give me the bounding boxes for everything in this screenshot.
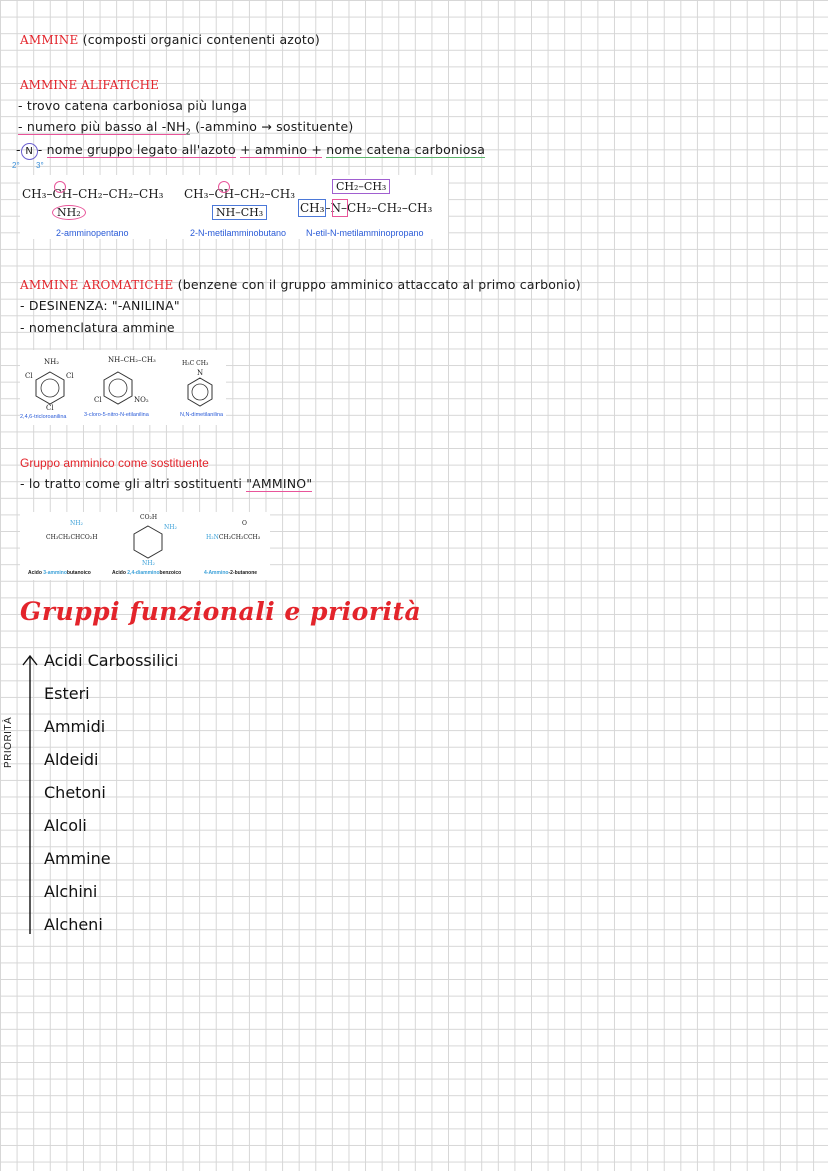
- rule-3-part-c: nome catena carboniosa: [326, 142, 486, 157]
- aromatic-structures-image: [20, 350, 226, 425]
- s4b-caption-a: Acido: [112, 570, 126, 576]
- gruppo-amminico-rule: [20, 476, 312, 491]
- s1-caption: 2,4,6-tricloroanilina: [20, 414, 67, 420]
- sostituente-structures-image: [20, 512, 270, 580]
- s1-right: Cl: [66, 372, 74, 380]
- s1-bottom: Cl: [46, 404, 54, 412]
- structure-n-etil-n-metilamminopropano: [298, 177, 448, 237]
- rule-2-note: (-ammino → sostituente): [195, 119, 354, 134]
- priority-item: Alcoli: [44, 816, 87, 835]
- s4b-caption-c: benzoico: [159, 570, 182, 576]
- rule-1: - trovo catena carboniosa più lunga: [18, 98, 248, 113]
- substituent: NH–CH₃: [212, 205, 267, 220]
- structure-2-n-metilamminobutano: [184, 177, 304, 237]
- s4a-caption-b: 3-ammino: [43, 570, 67, 576]
- formula: CH₃–CH–CH₂–CH₃: [184, 187, 296, 201]
- methyl-box-icon: [298, 199, 326, 217]
- ammine-alifatiche-heading: AMMINE ALIFATICHE: [20, 78, 159, 92]
- caption: 2-N-metilamminobutano: [190, 228, 287, 238]
- s4c-caption-c: -2-butanone: [228, 570, 258, 576]
- aromatic-rule-1: - DESINENZA: "-ANILINA": [20, 298, 180, 313]
- s2-right: NO₂: [134, 396, 149, 404]
- s4c-caption-b: 4-Ammino: [204, 570, 229, 576]
- s4c-formula-b: CH₂CH₂CCH₃: [218, 534, 261, 541]
- rule-3-part-a: nome gruppo legato all'azoto: [46, 142, 236, 157]
- s2-left: Cl: [94, 396, 102, 404]
- carbon-circle-icon: [54, 181, 66, 193]
- s4b-caption: [112, 570, 181, 576]
- ammine-aromatiche-heading: AMMINE AROMATICHE: [20, 278, 174, 292]
- mark-secondary: 2°: [12, 161, 20, 170]
- rule-2: [18, 119, 354, 137]
- s4c-caption: [204, 570, 257, 576]
- priority-item: Ammidi: [44, 717, 106, 736]
- caption: 2-amminopentano: [56, 228, 129, 238]
- priority-item: Ammine: [44, 849, 111, 868]
- s3-center: N: [197, 369, 204, 377]
- s4b-top: CO₂H: [140, 514, 158, 521]
- s1-top: NH₂: [44, 358, 60, 366]
- substituent: NH₂: [52, 205, 86, 220]
- substituent: CH₂–CH₃: [332, 179, 390, 194]
- s4a-formula: CH₃CH₂CHCO₂H: [46, 534, 98, 541]
- gruppi-funzionali-title: Gruppi funzionali e priorità: [20, 597, 422, 626]
- ammine-aromatiche-note: (benzene con il gruppo amminico attaccato al primo carbonio): [177, 277, 581, 292]
- nitrogen-box-icon: [332, 199, 348, 217]
- ammine-aromatiche-line: [20, 277, 581, 292]
- ammine-title-note: (composti organici contenenti azoto): [82, 32, 320, 47]
- s4a-caption-c: butanoico: [66, 570, 91, 576]
- priority-item: Alchini: [44, 882, 98, 901]
- gruppo-amminico-heading: Gruppo amminico come sostituente: [20, 456, 209, 470]
- s4a-caption-a: Acido: [28, 570, 42, 576]
- s2-caption: 3-cloro-5-nitro-N-etilanilina: [84, 412, 149, 418]
- ammine-title: AMMINE: [20, 33, 79, 47]
- s4c-formula-a: H₂N: [206, 534, 219, 541]
- s2-top: NH–CH₂–CH₃: [108, 356, 156, 364]
- gruppo-rule-text: - lo tratto come gli altri sostituenti: [20, 476, 242, 491]
- formula: CH₃–N–CH₂–CH₂–CH₃: [300, 201, 433, 215]
- aromatic-rule-2: - nomenclatura ammine: [20, 320, 175, 335]
- aliphatic-structures-image: [20, 175, 448, 239]
- priority-axis-label: PRIORITÀ: [3, 716, 14, 768]
- rule-3-dash: -: [37, 142, 43, 157]
- mark-tertiary: 3°: [36, 161, 44, 170]
- rule-2-sub: 2: [185, 127, 191, 137]
- gruppo-rule-quote: "AMMINO": [246, 476, 313, 491]
- rule-2-text: - numero più basso al -NH: [18, 119, 186, 134]
- s4c-top: O: [242, 520, 247, 527]
- s4a-top: NH₂: [70, 520, 83, 527]
- ammine-title-line: [20, 32, 320, 47]
- priority-item: Esteri: [44, 684, 90, 703]
- s4c-formula: [206, 534, 260, 541]
- carbon-circle-icon: [218, 181, 230, 193]
- s4b-side: NH₂: [164, 524, 177, 531]
- s1-left: Cl: [25, 372, 33, 380]
- priority-item: Alcheni: [44, 915, 103, 934]
- s3-caption: N,N-dimetilanilina: [180, 412, 224, 418]
- benzoic-ring-icon: [128, 522, 168, 562]
- rule-3: [16, 142, 485, 160]
- caption: N-etil-N-metilamminopropano: [306, 228, 424, 238]
- priority-arrow-icon: [20, 652, 40, 936]
- s4a-caption: [28, 570, 91, 576]
- priority-item: Acidi Carbossilici: [44, 651, 179, 670]
- n-circle-icon: N: [21, 143, 38, 160]
- s4b-bottom: NH₂: [142, 560, 155, 567]
- formula: CH₃–CH–CH₂–CH₂–CH₃: [22, 187, 164, 201]
- rule-3-part-b: + ammino +: [240, 142, 323, 157]
- priority-item: Chetoni: [44, 783, 106, 802]
- s3-top: H₃C CH₃: [182, 360, 209, 367]
- priority-item: Aldeidi: [44, 750, 99, 769]
- structure-2-amminopentano: [22, 177, 182, 237]
- s4b-caption-b: 2,4-diammino: [127, 570, 160, 576]
- rule-3-prefix: -: [16, 142, 21, 157]
